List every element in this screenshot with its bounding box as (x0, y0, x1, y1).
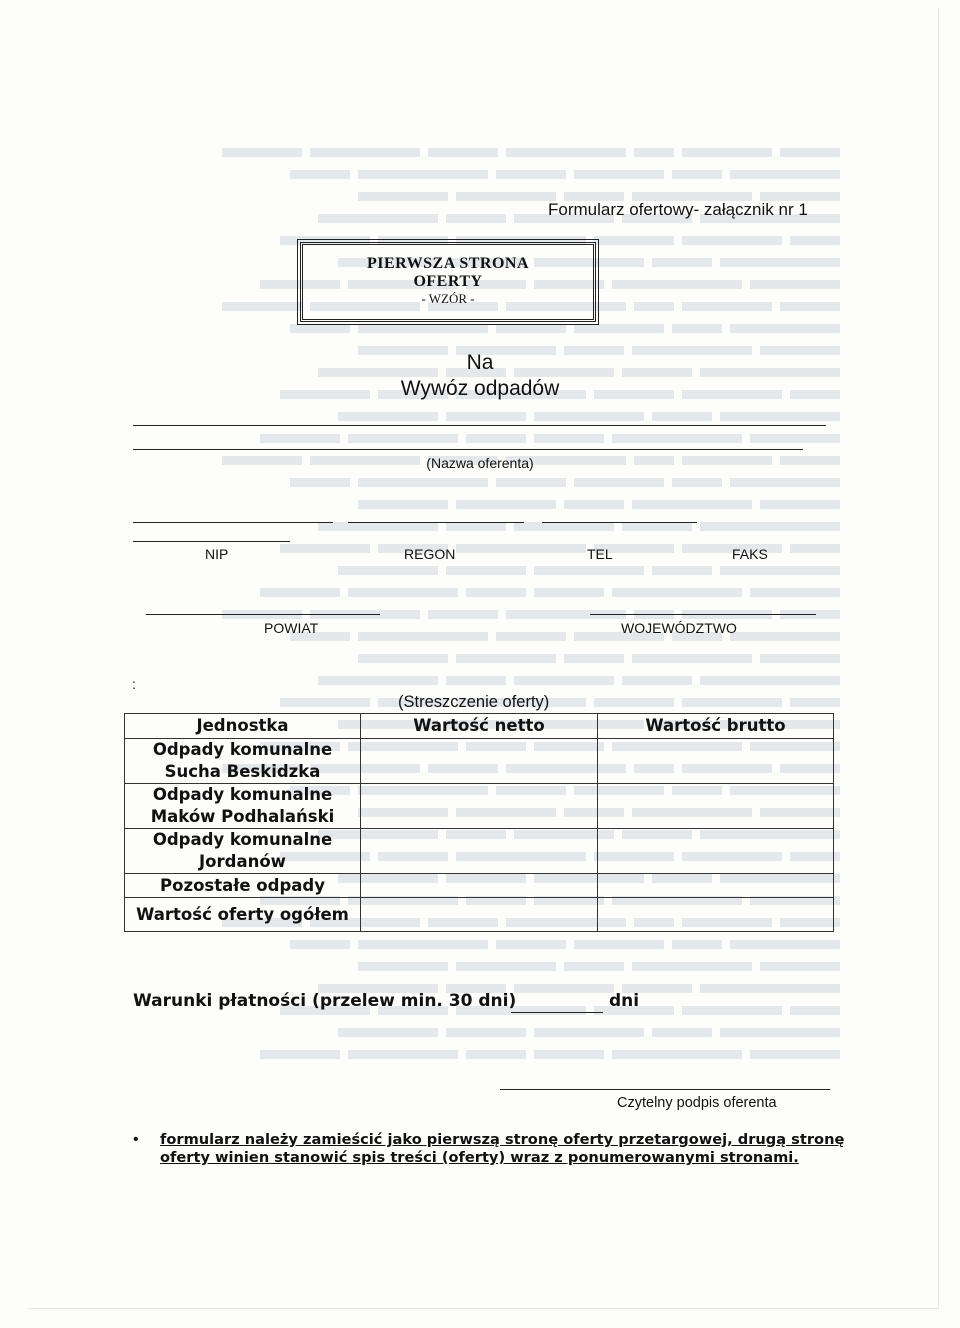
show-through-mark (260, 1050, 340, 1059)
show-through-mark (780, 148, 840, 157)
table-row-total (125, 898, 834, 932)
show-through-mark (720, 566, 840, 575)
show-through-mark (612, 434, 742, 443)
note-text: formularz należy zamieścić jako pierwszą stronę oferty przetargowej, drugą stronę oferty winien stanowić spis treści (oferty) wraz z ponumerowanymi stronami. (160, 1131, 845, 1166)
show-through-mark (730, 940, 840, 949)
bidder-name-label: (Nazwa oferenta) (426, 455, 534, 471)
show-through-mark (780, 302, 840, 311)
table-header-row (125, 714, 834, 739)
row-unit-line-1: Odpady komunalne (152, 740, 333, 759)
show-through-mark (280, 698, 370, 707)
show-through-mark (594, 236, 674, 245)
show-through-mark (358, 500, 448, 509)
tel-label: TEL (587, 546, 613, 562)
netto-cell[interactable] (361, 874, 598, 898)
row-unit-label (125, 784, 361, 829)
show-through-mark (632, 962, 752, 971)
show-through-mark (750, 280, 840, 289)
wojewodztwo-label: WOJEWÓDZTWO (621, 620, 737, 636)
show-through-mark (672, 170, 722, 179)
signature-line[interactable] (500, 1089, 830, 1090)
show-through-mark (534, 434, 604, 443)
colon-mark: : (132, 676, 136, 692)
show-through-mark (358, 170, 488, 179)
show-through-mark (672, 478, 722, 487)
show-through-line (120, 426, 840, 448)
show-through-mark (456, 654, 556, 663)
show-through-mark (634, 148, 674, 157)
show-through-mark (428, 148, 498, 157)
show-through-mark (358, 940, 488, 949)
netto-total-cell[interactable] (361, 898, 598, 932)
show-through-line (120, 514, 840, 536)
show-through-line (120, 492, 840, 514)
show-through-line (120, 470, 840, 492)
show-through-mark (672, 940, 722, 949)
show-through-line (120, 668, 840, 690)
bidder-name-line-1[interactable] (133, 425, 826, 426)
show-through-mark (358, 962, 448, 971)
show-through-mark (358, 324, 488, 333)
table-row (125, 739, 834, 784)
row-unit-line-2: Maków Podhalański (150, 807, 335, 826)
row-unit-label: Pozostałe odpady (125, 874, 361, 898)
summary-label: (Streszczenie oferty) (398, 693, 550, 711)
payment-days-unit: dni (609, 991, 640, 1011)
offer-summary-table (124, 713, 834, 932)
show-through-mark (790, 698, 840, 707)
show-through-line (120, 404, 840, 426)
netto-cell[interactable] (361, 784, 598, 829)
show-through-mark (456, 500, 556, 509)
show-through-mark (720, 258, 840, 267)
show-through-line (120, 954, 840, 976)
show-through-mark (700, 984, 840, 993)
note-bullet: • (133, 1131, 139, 1148)
show-through-mark (534, 412, 644, 421)
show-through-mark (574, 940, 664, 949)
col-header-jednostka: Jednostka (125, 714, 361, 739)
intro-na: Na (466, 351, 494, 374)
show-through-mark (700, 522, 840, 531)
show-through-mark (466, 588, 526, 597)
show-through-mark (446, 522, 506, 531)
faks-line[interactable] (133, 541, 290, 542)
show-through-mark (730, 632, 840, 641)
show-through-mark (290, 324, 350, 333)
show-through-mark (358, 654, 448, 663)
nip-line[interactable] (133, 522, 333, 523)
show-through-mark (290, 478, 350, 487)
show-through-mark (290, 940, 350, 949)
show-through-mark (496, 632, 566, 641)
show-through-mark (564, 500, 624, 509)
show-through-mark (456, 192, 556, 201)
show-through-mark (348, 434, 458, 443)
show-through-mark (672, 324, 722, 333)
show-through-mark (564, 654, 624, 663)
show-through-mark (446, 1028, 526, 1037)
show-through-mark (496, 170, 566, 179)
show-through-mark (446, 412, 526, 421)
show-through-mark (652, 258, 712, 267)
col-header-netto: Wartość netto (361, 714, 598, 739)
show-through-mark (496, 324, 566, 333)
col-header-brutto: Wartość brutto (598, 714, 834, 739)
show-through-line (120, 932, 840, 954)
row-unit-label (125, 739, 361, 784)
powiat-label: POWIAT (264, 620, 319, 636)
show-through-mark (534, 566, 644, 575)
show-through-mark (446, 566, 526, 575)
title-line-3: - WZÓR - (421, 291, 475, 306)
show-through-mark (622, 522, 692, 531)
show-through-mark (632, 500, 752, 509)
signature-label: Czytelny podpis oferenta (617, 1095, 777, 1111)
table-row (125, 784, 834, 829)
brutto-cell[interactable] (598, 784, 834, 829)
show-through-mark (682, 236, 782, 245)
table-row (125, 874, 834, 898)
row-unit-line-1: Odpady komunalne (152, 830, 333, 849)
show-through-mark (260, 434, 340, 443)
show-through-mark (222, 302, 302, 311)
show-through-mark (534, 588, 604, 597)
show-through-line (120, 580, 840, 602)
show-through-mark (534, 1028, 644, 1037)
show-through-mark (632, 654, 752, 663)
show-through-mark (750, 1050, 840, 1059)
show-through-mark (318, 522, 438, 531)
show-through-mark (720, 1028, 840, 1037)
show-through-mark (534, 1050, 604, 1059)
show-through-mark (682, 148, 772, 157)
row-unit-line-2: Jordanów (199, 852, 286, 871)
title-line-2: OFERTY (413, 273, 483, 290)
show-through-mark (358, 632, 488, 641)
show-through-mark (456, 544, 586, 553)
show-through-mark (622, 676, 692, 685)
faks-label: FAKS (732, 546, 768, 562)
show-through-mark (720, 412, 840, 421)
show-through-mark (612, 1050, 742, 1059)
show-through-mark (574, 478, 664, 487)
show-through-mark (760, 962, 840, 971)
show-through-mark (338, 412, 438, 421)
payment-days-line[interactable] (511, 1012, 603, 1013)
show-through-mark (750, 434, 840, 443)
show-through-mark (750, 588, 840, 597)
table-row (125, 829, 834, 874)
show-through-mark (348, 588, 458, 597)
row-unit-label (125, 829, 361, 874)
regon-label: REGON (404, 546, 456, 562)
show-through-mark (760, 654, 840, 663)
regon-line[interactable] (348, 522, 524, 523)
show-through-mark (612, 280, 742, 289)
show-through-line (120, 140, 840, 162)
brutto-cell[interactable] (598, 829, 834, 874)
show-through-mark (760, 500, 840, 509)
show-through-mark (574, 324, 664, 333)
show-through-line (120, 646, 840, 668)
show-through-mark (456, 962, 556, 971)
show-through-mark (466, 1050, 526, 1059)
show-through-mark (446, 214, 506, 223)
show-through-mark (260, 588, 340, 597)
bidder-name-line-2[interactable] (133, 449, 803, 450)
show-through-mark (790, 1006, 840, 1015)
show-through-mark (700, 676, 840, 685)
show-through-mark (652, 566, 712, 575)
show-through-mark (682, 302, 772, 311)
show-through-mark (594, 698, 674, 707)
title-box (300, 242, 596, 322)
show-through-mark (290, 170, 350, 179)
show-through-mark (496, 478, 566, 487)
show-through-mark (514, 984, 614, 993)
show-through-mark (358, 192, 448, 201)
show-through-line (120, 1042, 840, 1064)
show-through-mark (652, 1028, 712, 1037)
total-label: Wartość oferty ogółem (125, 898, 361, 932)
row-unit-line-2: Sucha Beskidzka (164, 762, 321, 781)
payment-terms-label: Warunki płatności (przelew min. 30 dni) (133, 991, 517, 1011)
show-through-mark (446, 676, 506, 685)
show-through-mark (790, 544, 840, 553)
show-through-mark (496, 940, 566, 949)
show-through-mark (612, 588, 742, 597)
show-through-mark (634, 302, 674, 311)
show-through-line (120, 162, 840, 184)
show-through-mark (280, 544, 370, 553)
show-through-mark (790, 236, 840, 245)
show-through-line (120, 1020, 840, 1042)
show-through-mark (222, 148, 302, 157)
show-through-mark (506, 148, 626, 157)
title-line-1: PIERWSZA STRONA (366, 255, 530, 272)
show-through-mark (338, 1028, 438, 1037)
show-through-mark (310, 148, 420, 157)
nip-label: NIP (205, 546, 229, 562)
show-through-mark (358, 478, 488, 487)
netto-cell[interactable] (361, 739, 598, 784)
show-through-mark (574, 170, 664, 179)
show-through-mark (348, 1050, 458, 1059)
show-through-mark (564, 962, 624, 971)
tel-line[interactable] (542, 522, 697, 523)
show-through-mark (466, 434, 526, 443)
show-through-mark (338, 566, 438, 575)
show-through-mark (514, 522, 614, 531)
powiat-line[interactable] (146, 614, 380, 615)
brutto-total-cell[interactable] (598, 898, 834, 932)
show-through-mark (682, 1006, 782, 1015)
brutto-cell[interactable] (598, 739, 834, 784)
show-through-mark (514, 676, 614, 685)
show-through-mark (428, 610, 498, 619)
show-through-mark (730, 478, 840, 487)
show-through-mark (682, 698, 782, 707)
netto-cell[interactable] (361, 829, 598, 874)
show-through-mark (730, 324, 840, 333)
offer-subject: Wywóz odpadów (400, 377, 560, 400)
show-through-mark (652, 412, 712, 421)
brutto-cell[interactable] (598, 874, 834, 898)
wojewodztwo-line[interactable] (590, 614, 816, 615)
form-attachment-label: Formularz ofertowy- załącznik nr 1 (548, 200, 808, 219)
row-unit-line-1: Odpady komunalne (152, 785, 333, 804)
show-through-mark (318, 676, 438, 685)
show-through-mark (318, 214, 438, 223)
show-through-mark (730, 170, 840, 179)
